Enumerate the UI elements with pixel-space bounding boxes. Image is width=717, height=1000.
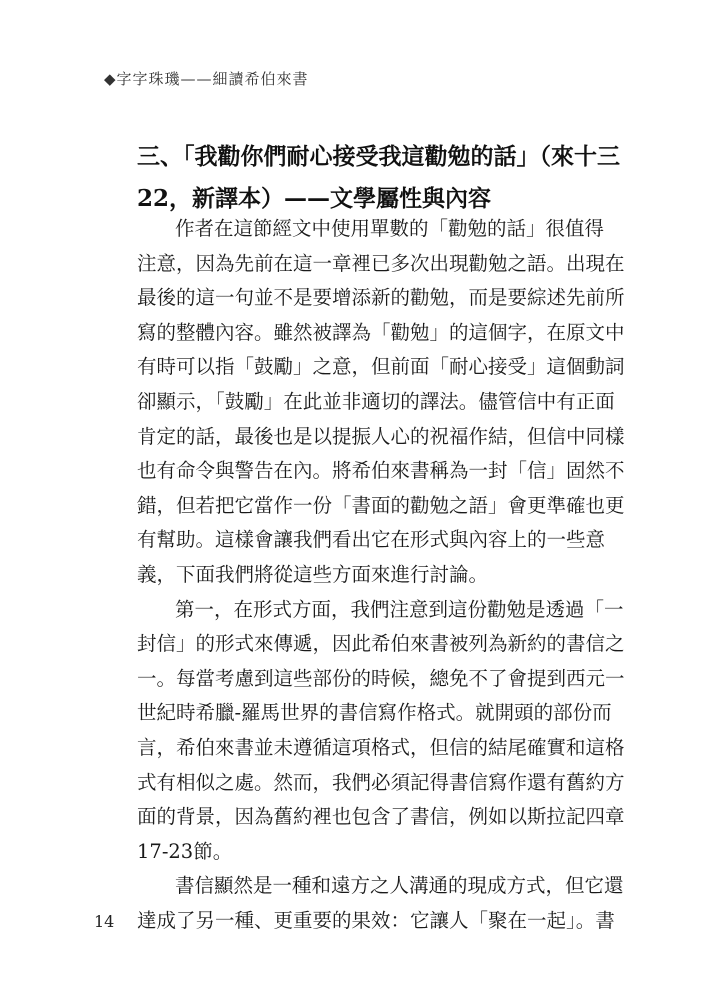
paragraph-3 (137, 869, 624, 938)
text-line: 第一，在形式方面，我們注意到這份勸勉是透過「一 (175, 597, 624, 621)
text-line: 言，希伯來書並未遵循這項格式，但信的結尾確實和這格 (137, 735, 625, 759)
text-line: 錯，但若把它當作一份「書面的勸勉之語」會更準確也更 (137, 493, 625, 517)
text-line: 有時可以指「鼓勵」之意，但前面「耐心接受」這個動詞 (137, 355, 625, 379)
running-header: ◆字字珠璣——細讀希伯來書 (104, 70, 309, 88)
heading-line: 三、「我勸你們耐心接受我這勸勉的話」（來十三 (137, 143, 620, 170)
text-line: 式有相似之處。然而，我們必須記得書信寫作還有舊約方 (137, 770, 625, 794)
text-line: 最後的這一句並不是要增添新的勸勉，而是要綜述先前所 (137, 286, 625, 310)
text-line: 17-23節。 (137, 839, 233, 863)
text-line: 肯定的話，最後也是以提振人心的祝福作結，但信中同樣 (137, 424, 625, 448)
text-line: 也有命令與警告在內。將希伯來書稱為一封「信」固然不 (137, 459, 625, 483)
text-line: 一。每當考慮到這些部份的時候，總免不了會提到西元一 (137, 666, 625, 690)
paragraph-1 (137, 212, 625, 593)
text-line: 寫的整體內容。雖然被譯為「勸勉」的這個字，在原文中 (137, 320, 625, 344)
text-line: 有幫助。這樣會讓我們看出它在形式與內容上的一些意 (137, 528, 606, 552)
page-number: 14 (94, 912, 115, 931)
text-line: 封信」的形式來傳遞，因此希伯來書被列為新約的書信之 (137, 632, 625, 656)
text-line: 書信顯然是一種和遠方之人溝通的現成方式，但它還 (175, 874, 624, 898)
text-line: 義，下面我們將從這些方面來進行討論。 (137, 562, 489, 586)
text-line: 面的背景，因為舊約裡也包含了書信，例如以斯拉記四章 (137, 805, 625, 829)
section-heading (137, 136, 620, 220)
body-text (137, 212, 625, 938)
text-line: 注意，因為先前在這一章裡已多次出現勸勉之語。出現在 (137, 251, 625, 275)
text-line: 達成了另一種、更重要的果效：它讓人「聚在一起」。書 (137, 908, 615, 932)
heading-line: 22，新譯本）——文學屬性與內容 (137, 185, 492, 212)
text-line: 卻顯示，「鼓勵」在此並非適切的譯法。儘管信中有正面 (137, 389, 615, 413)
text-line: 作者在這節經文中使用單數的「勸勉的話」很值得 (175, 217, 605, 240)
text-line: 世紀時希臘-羅馬世界的書信寫作格式。就開頭的部份而 (137, 701, 612, 725)
paragraph-2 (137, 593, 625, 870)
